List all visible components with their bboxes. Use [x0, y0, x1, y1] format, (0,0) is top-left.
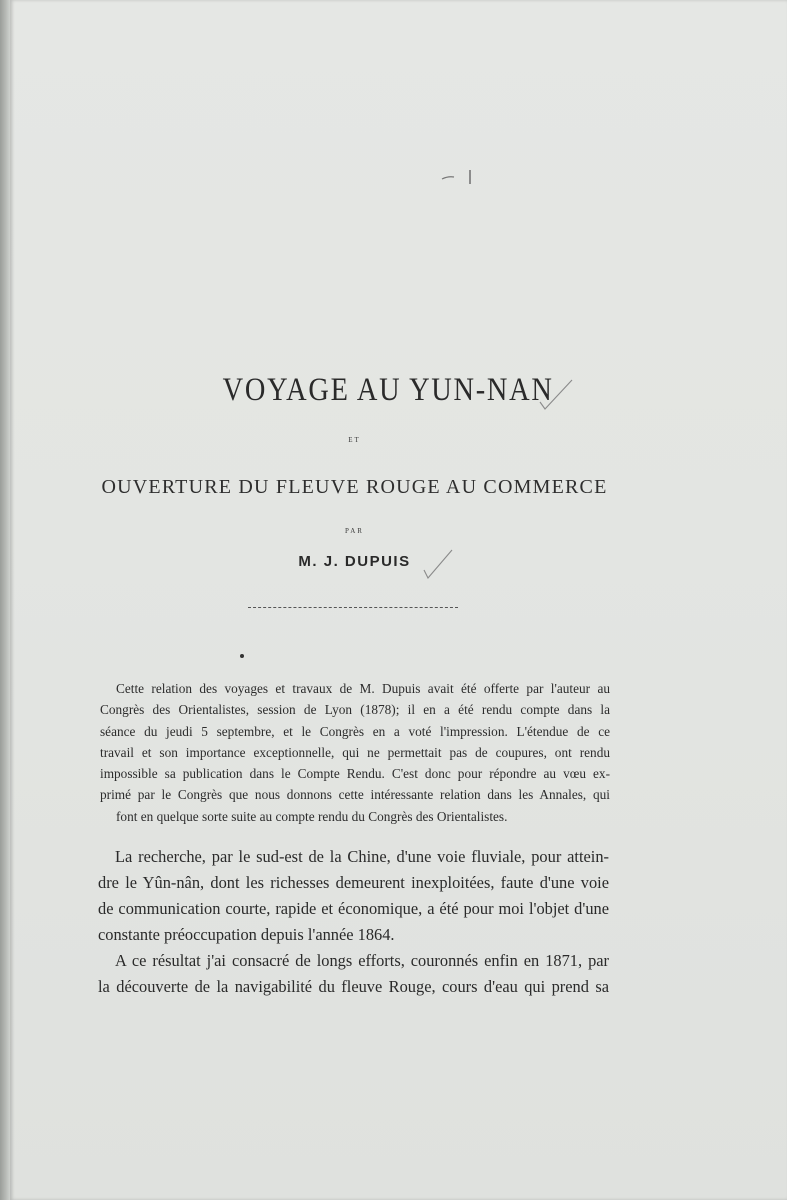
note-line: Cette relation des voyages et travaux de M. Dupuis avait été offerte par l'auteur au — [116, 681, 610, 696]
separator-rule — [248, 607, 458, 608]
body-text — [98, 844, 609, 1000]
pencil-mark — [440, 168, 480, 188]
body-line: dre le Yûn-nân, dont les richesses demeurent inexploitées, faute d'une voie — [98, 873, 609, 892]
body-line: La recherche, par le sud-est de la Chine, d'une voie fluviale, pour attein- — [115, 847, 609, 866]
editorial-note — [100, 678, 610, 827]
document-title: VOYAGE AU YUN-NAN — [222, 372, 554, 408]
book-binding-edge — [0, 0, 10, 1200]
note-line: Congrès des Orientalistes, session de Lyon (1878); il en a été rendu compte dans la — [100, 702, 610, 718]
pencil-check-mark — [536, 378, 576, 412]
conjunction-word: ET — [348, 436, 361, 444]
author-name: M. J. DUPUIS — [298, 553, 411, 570]
by-word: PAR — [345, 527, 364, 535]
body-line: de communication courte, rapide et économique, a été pour moi l'objet d'une — [98, 899, 609, 918]
body-line: constante préoccupation depuis l'année 1864. — [98, 925, 395, 944]
note-line: séance du jeudi 5 septembre, et le Congrès en a voté l'impression. L'étendue de ce — [100, 723, 610, 739]
note-line: font en quelque sorte suite au compte rendu du Congrès des Orientalistes. — [116, 808, 508, 824]
note-line: travail et son importance exceptionnelle, qui ne permettait pas de coupures, ont rendu — [100, 744, 610, 760]
document-subtitle: OUVERTURE DU FLEUVE ROUGE AU COMMERCE — [101, 476, 608, 498]
body-line: A ce résultat j'ai consacré de longs efforts, couronnés enfin en 1871, par — [115, 951, 609, 970]
note-line: primé par le Congrès que nous donnons cette intéressante relation dans les Annales, qui — [100, 787, 610, 803]
scanned-page — [10, 0, 787, 1200]
ink-speck — [240, 654, 244, 658]
note-line: impossible sa publication dans le Compte Rendu. C'est donc pour répondre au vœu ex- — [100, 766, 610, 782]
pencil-check-mark — [420, 546, 456, 582]
body-line: la découverte de la navigabilité du fleuve Rouge, cours d'eau qui prend sa — [98, 977, 609, 996]
